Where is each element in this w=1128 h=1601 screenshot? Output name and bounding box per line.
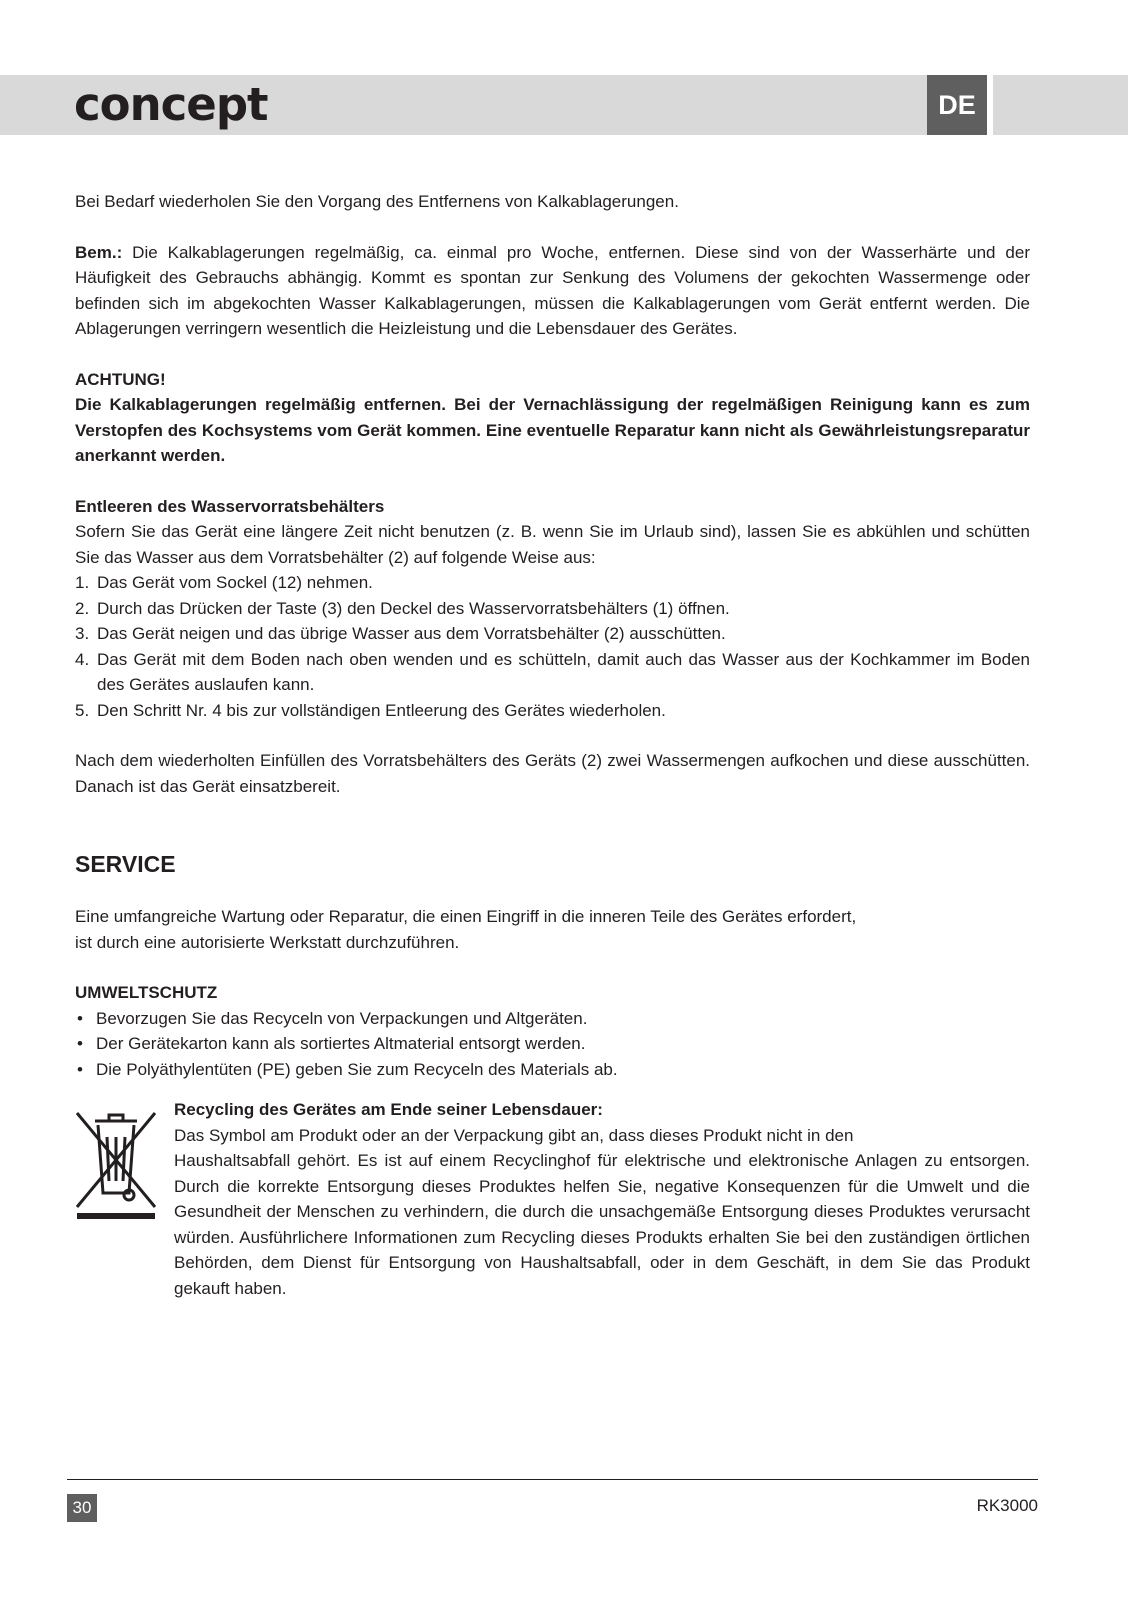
weee-crossed-bin-icon (75, 1107, 157, 1221)
environment-list (75, 1006, 1030, 1083)
page-number: 30 (67, 1494, 97, 1522)
bullet-text: Die Polyäthylentüten (PE) geben Sie zum Recyceln des Materials ab. (96, 1059, 618, 1079)
recycling-text (174, 1097, 1030, 1301)
service-line-1: Eine umfangreiche Wartung oder Reparatur, die einen Eingriff in die inneren Teile des Gerätes erfordert, (75, 907, 857, 926)
step-number: 4. (75, 649, 90, 669)
footer-divider (67, 1479, 1038, 1480)
empty-section-title: Entleeren des Wasservorratsbehälters (75, 496, 385, 516)
list-item (75, 698, 1030, 724)
recycling-paragraph: Haushaltsabfall gehört. Es ist auf einem Recyclinghof für elektrische und elektronische Anlagen zu entsorgen. Durch die korrekte Entsorgung dieses Produktes helfen Sie, negative Konsequenzen für die Umwelt und die Gesundheit der Menschen zu verhindern, die durch die unsachgemäße Entsorgung dieses Produktes verursacht würden. Ausführlichere Informationen zum Recycling dieses Produkts erhalten Sie bei den zuständigen örtlichen Behörden, dem Dienst für Entsorgung von Haushaltsabfall, oder in dem Geschäft, in dem Sie das Produkt gekauft haben. (174, 1151, 1030, 1298)
note-label: Bem.: (75, 242, 123, 262)
step-text: Das Gerät mit dem Boden nach oben wenden und es schütteln, damit auch das Wasser aus der Kochkammer im Boden des Gerätes auslaufen kann. (97, 649, 1030, 694)
service-line-2: ist durch eine autorisierte Werkstatt durchzuführen. (75, 932, 460, 952)
page-content (75, 189, 1030, 1301)
step-text: Das Gerät neigen und das übrige Wasser aus dem Vorratsbehälter (2) ausschütten. (97, 624, 726, 643)
note-text: Die Kalkablagerungen regelmäßig, ca. einmal pro Woche, entfernen. Diese sind von der Wasserhärte und der Häufigkeit des Gebrauchs abhängig. Kommt es spontan zur Senkung des Volumens der gekochten Wassermenge oder befinden sich im abgekochten Wasser Kalkablagerungen, müssen die Kalkablagerungen vom Gerät entfernt werden. Die Ablagerungen verringern wesentlich die Heizleistung und die Lebensdauer des Gerätes. (75, 242, 1030, 338)
recycling-line-1: Das Symbol am Produkt oder an der Verpackung gibt an, dass dieses Produkt nicht in den (174, 1125, 854, 1145)
bullet: • (77, 1034, 83, 1053)
emptying-steps (75, 570, 1030, 723)
bullet-text: Bevorzugen Sie das Recyceln von Verpackungen und Altgeräten. (96, 1008, 588, 1028)
warning-text: Die Kalkablagerungen regelmäßig entfernen. Bei der Vernachlässigung der regelmäßigen Reinigung kann es zum Verstopfen des Kochsystems vom Gerät kommen. Eine eventuelle Reparatur kann nicht als Gewährleistungsreparatur anerkannt werden. (75, 395, 1030, 465)
list-item (75, 621, 1030, 647)
warning-title: ACHTUNG! (75, 369, 166, 389)
note-paragraph (75, 240, 1030, 342)
step-number: 1. (75, 573, 90, 592)
recycling-block (75, 1097, 1030, 1301)
environment-heading: UMWELTSCHUTZ (75, 983, 218, 1002)
after-refill-text: Nach dem wiederholten Einfüllen des Vorratsbehälters des Geräts (2) zwei Wassermengen aufkochen und diese ausschütten. Danach ist das Gerät einsatzbereit. (75, 751, 1030, 796)
brand-logo: concept (74, 78, 268, 131)
recycling-heading: Recycling des Gerätes am Ende seiner Lebensdauer: (174, 1100, 603, 1119)
list-item (75, 1057, 1030, 1083)
empty-intro: Sofern Sie das Gerät eine längere Zeit nicht benutzen (z. B. wenn Sie im Urlaub sind), lassen Sie es abkühlen und schütten Sie das Wasser aus dem Vorratsbehälter (2) auf folgende Weise aus: (75, 522, 1030, 567)
step-number: 5. (75, 700, 90, 720)
header-divider (987, 75, 993, 135)
bullet-text: Der Gerätekarton kann als sortiertes Altmaterial entsorgt werden. (96, 1034, 586, 1053)
step-text: Den Schritt Nr. 4 bis zur vollständigen Entleerung des Gerätes wiederholen. (97, 700, 666, 720)
list-item (75, 570, 1030, 596)
step-text: Das Gerät vom Sockel (12) nehmen. (97, 573, 373, 592)
list-item (75, 647, 1030, 698)
model-number: RK3000 (976, 1496, 1038, 1515)
list-item (75, 596, 1030, 622)
service-heading: SERVICE (75, 851, 176, 877)
language-badge: DE (927, 75, 987, 135)
bullet: • (77, 1059, 83, 1079)
list-item (75, 1031, 1030, 1057)
list-item (75, 1006, 1030, 1032)
step-text: Durch das Drücken der Taste (3) den Deckel des Wasservorratsbehälters (1) öffnen. (97, 598, 730, 618)
step-number: 2. (75, 598, 90, 618)
intro-text: Bei Bedarf wiederholen Sie den Vorgang des Entfernens von Kalkablagerungen. (75, 192, 679, 211)
bullet: • (77, 1008, 83, 1028)
step-number: 3. (75, 624, 90, 643)
